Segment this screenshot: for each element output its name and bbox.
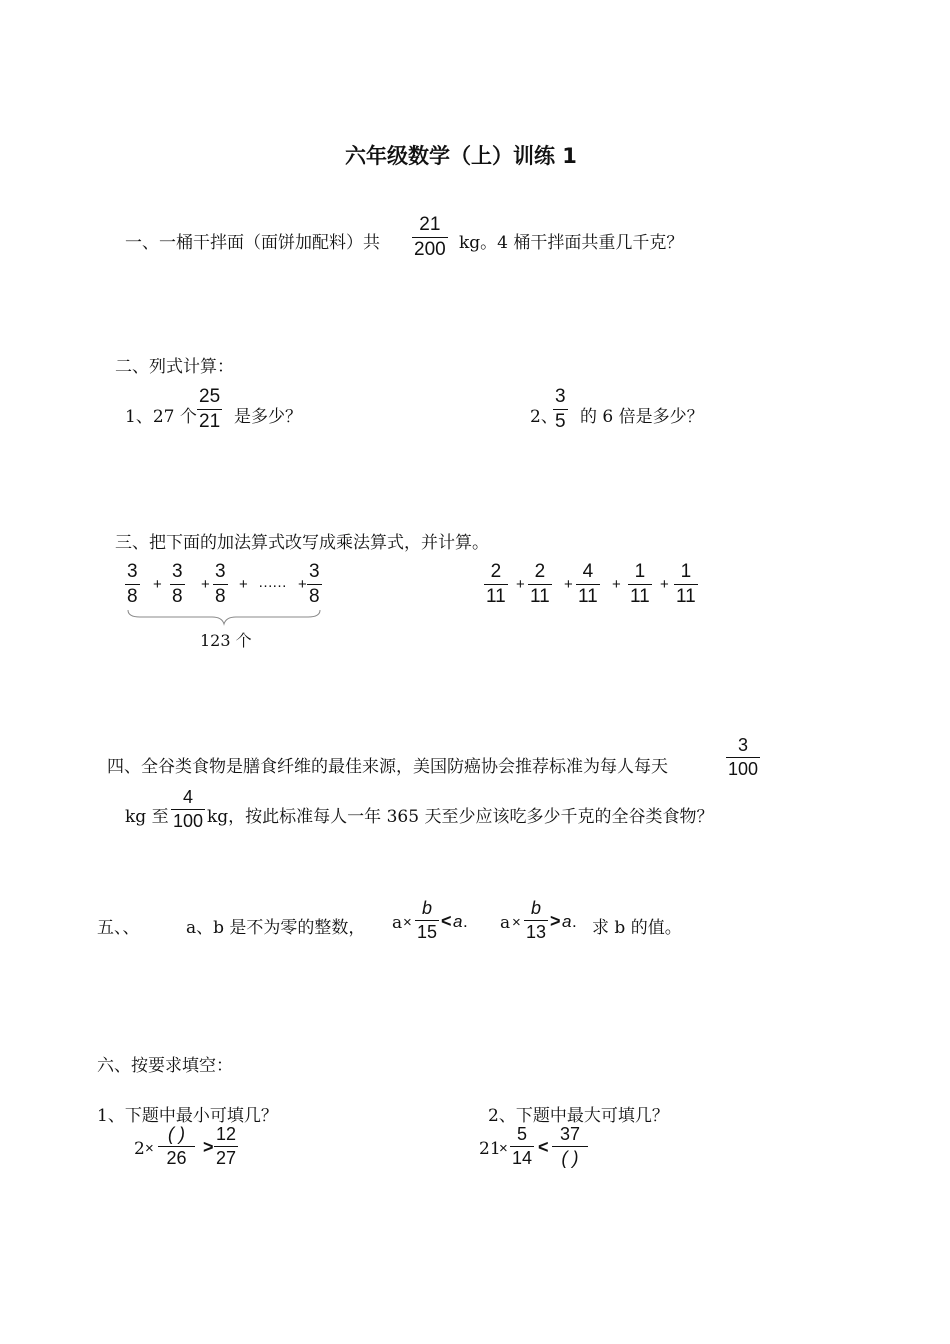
greater-than-sign: > [550, 911, 561, 931]
q5-expr2-a: a [500, 913, 511, 933]
fraction-bar [528, 584, 552, 585]
fraction-denominator: 26 [166, 1148, 187, 1168]
fraction-numerator: 1 [680, 561, 692, 582]
q5-expr1-a: a [392, 913, 403, 933]
fraction-denominator: 8 [172, 586, 183, 607]
period: . [572, 912, 577, 931]
fraction-bar [412, 237, 448, 238]
fraction-denominator: 100 [173, 811, 204, 831]
fraction-numerator: 2 [490, 561, 502, 582]
fraction-denominator: 8 [309, 586, 320, 607]
q1-fraction [412, 214, 448, 261]
q2-item1-fraction [197, 386, 222, 433]
q3-right-term-5 [674, 561, 698, 608]
q6-item2-label: 2、下题中最大可填几？ [488, 1106, 669, 1126]
fraction-bar [524, 920, 548, 921]
fraction-numerator: 3 [172, 561, 183, 582]
q5-expr1-rhs: a [453, 912, 463, 931]
fraction-bar [484, 584, 508, 585]
fraction-bar [552, 1146, 588, 1147]
q2-item2-fraction [553, 386, 568, 433]
fraction-bar [576, 584, 600, 585]
fraction-numerator: b [531, 898, 542, 918]
q5-prefix: 五、、 [97, 918, 140, 938]
fraction-denominator: 8 [215, 586, 226, 607]
fraction-numerator: 2 [534, 561, 546, 582]
fraction-denominator: 11 [676, 586, 696, 607]
q1-text-b: kg。4 桶干拌面共重几千克？ [459, 233, 684, 253]
q5-text: a、b 是不为零的整数， [186, 918, 366, 938]
plus-sign: + [201, 576, 210, 593]
fraction-bar [170, 584, 185, 585]
fraction-numerator: 1 [634, 561, 646, 582]
q6-item1-coef: 2 [134, 1139, 145, 1159]
q6-item1-fraction-b [214, 1124, 238, 1169]
plus-sign: + [612, 576, 621, 593]
times-sign: × [403, 914, 412, 931]
plus-sign: + [564, 576, 573, 593]
fraction-denominator: 100 [728, 759, 759, 779]
fraction-numerator: 3 [309, 561, 320, 582]
fraction-numerator: 3 [215, 561, 226, 582]
fraction-bar [125, 584, 140, 585]
page-title: 六年级数学（上）训练 1 [345, 144, 577, 168]
fraction-denominator: 200 [414, 239, 446, 260]
fraction-denominator: 15 [417, 922, 438, 942]
fraction-bar [307, 584, 322, 585]
fraction-numerator: 5 [517, 1124, 528, 1144]
times-sign: × [499, 1140, 508, 1157]
brace-label: 123 个 [200, 631, 252, 650]
plus-sign: + [660, 576, 669, 593]
q3-right-term-4 [628, 561, 652, 608]
fraction-denominator: 11 [578, 586, 598, 607]
q6-item2-fraction-b [552, 1124, 588, 1169]
q6-item2-coef: 21 [479, 1139, 501, 1159]
fraction-bar [726, 757, 760, 758]
fraction-numerator: 21 [419, 214, 441, 235]
q3-left-term-3 [213, 561, 228, 608]
q5-suffix: 求 b 的值。 [592, 918, 682, 938]
q6-item2-fraction-a [510, 1124, 534, 1169]
q3-right-term-3 [576, 561, 600, 608]
fraction-numerator: 37 [560, 1124, 581, 1144]
fraction-denominator: 11 [486, 586, 506, 607]
plus-sign: + [153, 576, 162, 593]
times-sign: × [512, 914, 521, 931]
q6-item1-fraction-a [158, 1124, 195, 1169]
fraction-denominator: 8 [127, 586, 138, 607]
fraction-bar [214, 1146, 238, 1147]
q4-fraction-2 [171, 787, 205, 832]
q2-item2-text-b: 的 6 倍是多少？ [580, 407, 704, 427]
fraction-numerator: 4 [183, 787, 194, 807]
q6-heading: 六、按要求填空： [97, 1056, 233, 1076]
fraction-denominator: 11 [530, 586, 550, 607]
q5-expr2-rhs: a [562, 912, 572, 931]
fraction-numerator: 3 [738, 735, 749, 755]
q2-item1-text-b: 是多少？ [234, 407, 302, 427]
greater-than-sign: > [203, 1137, 214, 1157]
q4-fraction-1 [726, 735, 760, 780]
q2-item1-text-a: 1、27 个 [125, 407, 197, 427]
q5-expr1-fraction [415, 898, 439, 943]
plus-sign: + [516, 576, 525, 593]
q6-item1-label: 1、下题中最小可填几？ [97, 1106, 278, 1126]
q4-line-2a: kg 至 [125, 807, 169, 827]
fraction-numerator: 12 [216, 1124, 237, 1144]
fraction-bar [628, 584, 652, 585]
q3-right-term-1 [484, 561, 508, 608]
q4-line-2b: kg，按此标准每人一年 365 天至少应该吃多少千克的全谷类食物？ [207, 807, 714, 827]
q1-text-a: 一、一桶干拌面（面饼加配料）共 [125, 233, 380, 253]
plus-sign: + [239, 576, 248, 593]
fraction-bar [674, 584, 698, 585]
fraction-denominator: 13 [526, 922, 547, 942]
less-than-sign: < [538, 1137, 549, 1157]
fraction-numerator: 25 [199, 386, 221, 407]
fraction-denominator: 21 [199, 411, 221, 432]
q2-heading: 二、列式计算： [115, 357, 234, 377]
fraction-denominator: 11 [630, 586, 650, 607]
period: . [463, 912, 468, 931]
fraction-bar [197, 409, 222, 410]
fraction-denominator: 27 [216, 1148, 237, 1168]
q3-left-term-2 [170, 561, 185, 608]
fraction-numerator: 3 [127, 561, 138, 582]
q3-left-term-4 [307, 561, 322, 608]
q3-left-term-1 [125, 561, 140, 608]
fraction-numerator: b [422, 898, 433, 918]
fraction-bar [213, 584, 228, 585]
less-than-sign: < [441, 911, 452, 931]
q3-right-term-2 [528, 561, 552, 608]
q5-expr2-fraction [524, 898, 548, 943]
fraction-bar [158, 1146, 195, 1147]
plus-sign: + [298, 576, 307, 593]
q4-line-1: 四、全谷类食物是膳食纤维的最佳来源，美国防癌协会推荐标准为每人每天 [107, 757, 668, 777]
q3-heading: 三、把下面的加法算式改写成乘法算式，并计算。 [115, 533, 489, 553]
fraction-numerator: 4 [582, 561, 594, 582]
fraction-numerator: 3 [555, 386, 566, 407]
fraction-denominator-blank: ( ) [561, 1148, 579, 1168]
fraction-numerator-blank: ( ) [168, 1124, 185, 1144]
fraction-bar [415, 920, 439, 921]
fraction-denominator: 5 [555, 411, 566, 432]
fraction-denominator: 14 [512, 1148, 533, 1168]
times-sign: × [145, 1140, 154, 1157]
q2-item2-text-a: 2、 [530, 407, 558, 427]
fraction-bar [553, 409, 568, 410]
ellipsis: …… [258, 574, 286, 591]
underbrace [126, 608, 322, 626]
fraction-bar [171, 809, 205, 810]
fraction-bar [510, 1146, 534, 1147]
